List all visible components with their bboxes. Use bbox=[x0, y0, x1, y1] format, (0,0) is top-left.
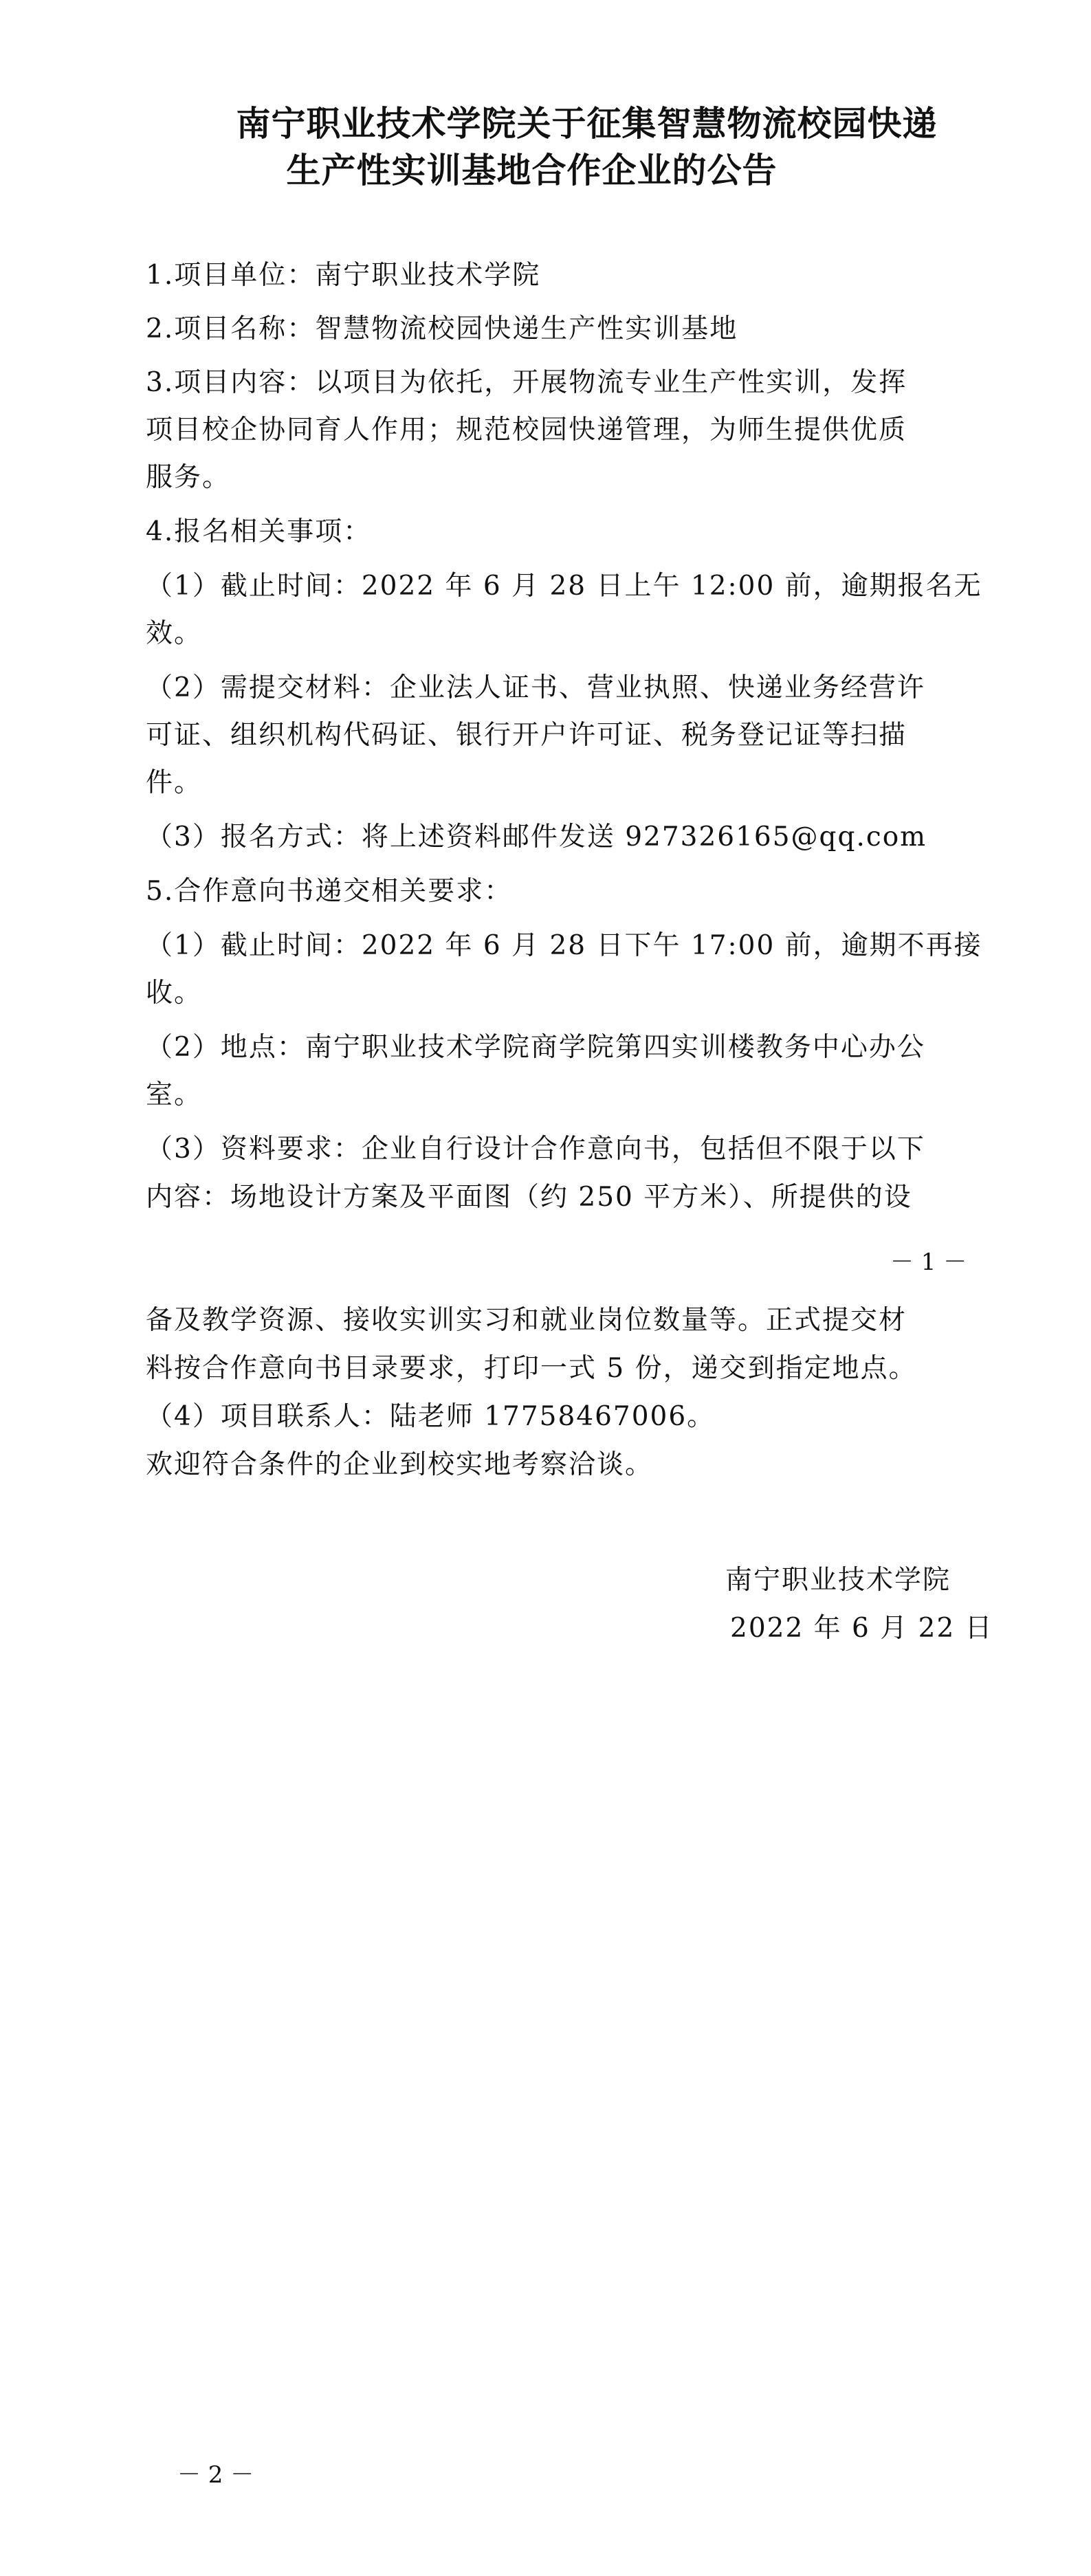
body-line: 2.项目名称：智慧物流校园快递生产性实训基地 bbox=[146, 313, 738, 344]
body-line: 可证、组织机构代码证、银行开户许可证、税务登记证等扫描 bbox=[146, 720, 907, 751]
body-line: 5.合作意向书递交相关要求： bbox=[146, 876, 513, 907]
body-line: 备及教学资源、接收实训实习和就业岗位数量等。正式提交材 bbox=[146, 1305, 907, 1336]
body-line: 内容：场地设计方案及平面图（约 250 平方米）、所提供的设 bbox=[146, 1182, 912, 1213]
signature-date: 2022 年 6 月 22 日 bbox=[730, 1613, 993, 1644]
body-line: 件。 bbox=[146, 767, 203, 798]
body-line: 服务。 bbox=[146, 462, 231, 493]
body-line: （3）资料要求：企业自行设计合作意向书，包括但不限于以下 bbox=[146, 1134, 925, 1165]
body-line: 4.报名相关事项： bbox=[146, 516, 372, 547]
body-line: 料按合作意向书目录要求，打印一式 5 份，递交到指定地点。 bbox=[146, 1353, 917, 1384]
document-page-2 bbox=[0, 1265, 1091, 2576]
signature-organization: 南宁职业技术学院 bbox=[725, 1565, 951, 1596]
body-line: （3）报名方式：将上述资料邮件发送 927326165@qq.com bbox=[146, 822, 927, 852]
body-line: （1）截止时间：2022 年 6 月 28 日上午 12:00 前，逾期报名无 bbox=[146, 571, 982, 602]
body-line: 收。 bbox=[146, 978, 203, 1009]
title-line-2: 生产性实训基地合作企业的公告 bbox=[286, 151, 778, 190]
body-line: 欢迎符合条件的企业到校实地考察洽谈。 bbox=[146, 1449, 654, 1480]
title-line-1: 南宁职业技术学院关于征集智慧物流校园快递 bbox=[236, 104, 938, 144]
page-number: － 1 － bbox=[890, 1248, 967, 1276]
body-line: （2）需提交材料：企业法人证书、营业执照、快递业务经营许 bbox=[146, 672, 925, 703]
body-line: 项目校企协同育人作用；规范校园快递管理，为师生提供优质 bbox=[146, 415, 907, 445]
body-line: （1）截止时间：2022 年 6 月 28 日下午 17:00 前，逾期不再接 bbox=[146, 930, 982, 961]
body-line: 3.项目内容：以项目为依托，开展物流专业生产性实训，发挥 bbox=[146, 367, 907, 398]
body-line: （2）地点：南宁职业技术学院商学院第四实训楼教务中心办公 bbox=[146, 1032, 925, 1063]
body-line: 室。 bbox=[146, 1079, 203, 1110]
body-line: 1.项目单位：南宁职业技术学院 bbox=[146, 260, 541, 291]
body-line: 效。 bbox=[146, 618, 203, 649]
body-line: （4）项目联系人：陆老师 17758467006。 bbox=[146, 1401, 716, 1432]
document-page-1 bbox=[0, 0, 1091, 1276]
page-number: － 2 － bbox=[177, 2461, 254, 2489]
